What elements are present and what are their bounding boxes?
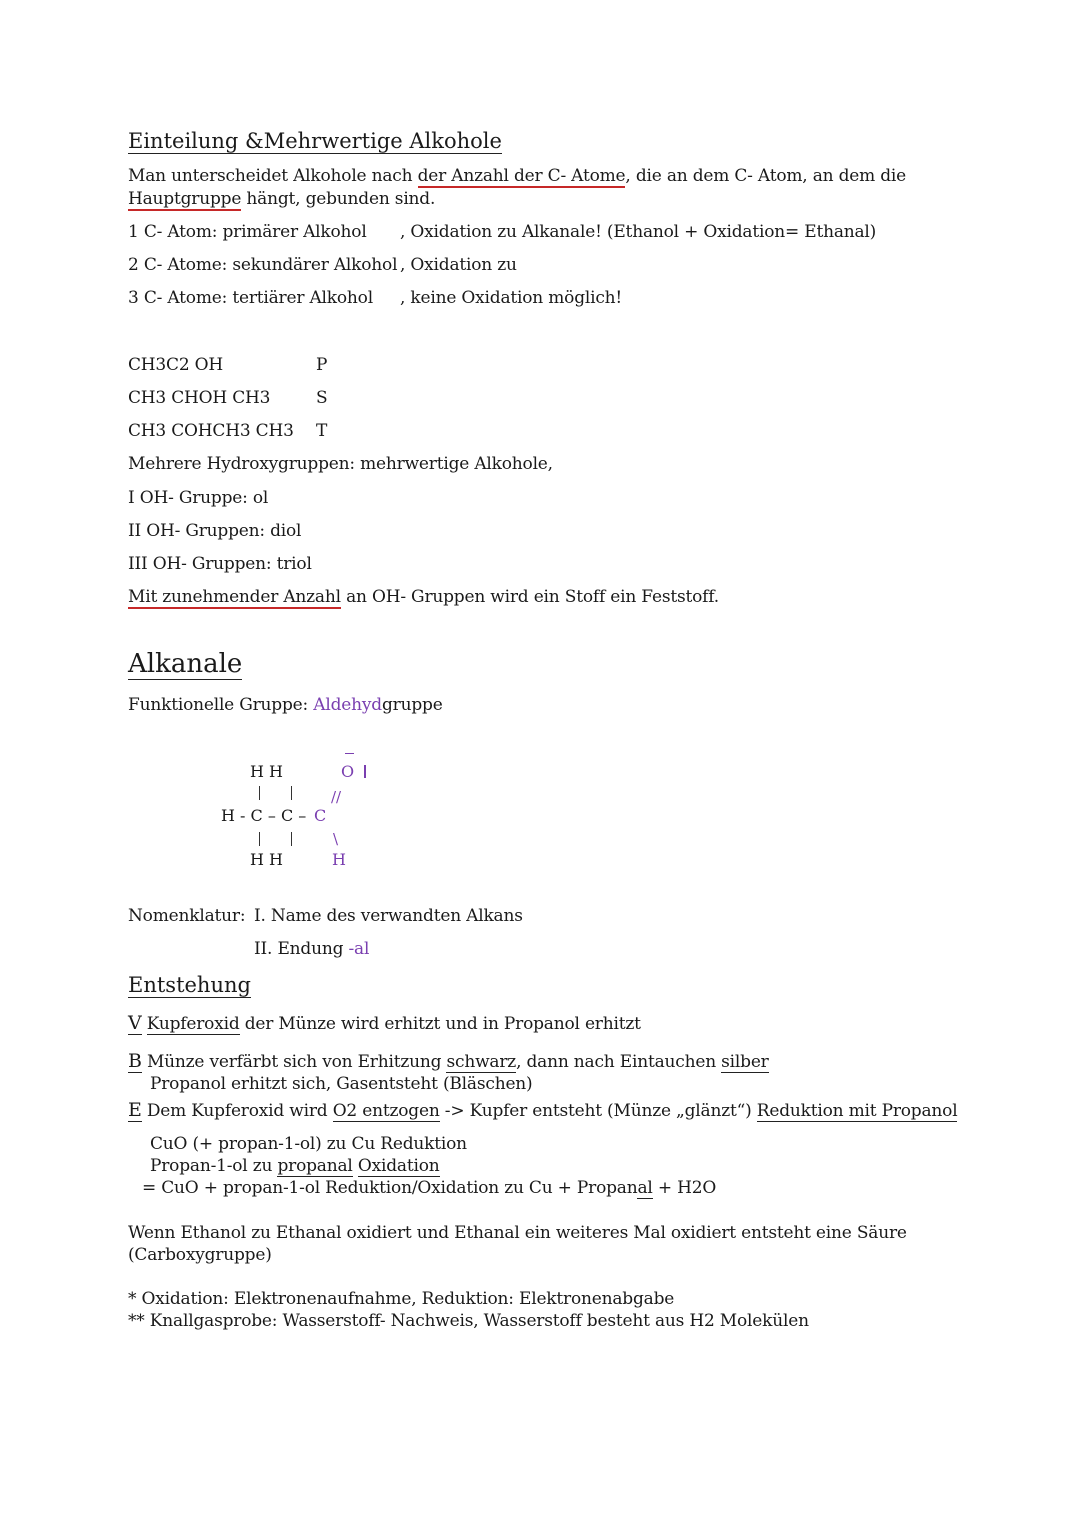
formula-1-tag: P [316, 355, 328, 375]
title-text: Entstehung [128, 973, 251, 997]
class-row-2-left: 2 C- Atome: sekundärer Alkohol [128, 255, 398, 275]
nomenklatur-rule-1: I. Name des verwandten Alkans [254, 906, 523, 926]
erklaerung-text-c: -> Kupfer entsteht (Münze „glänzt“) [439, 1101, 757, 1121]
feststoff-text-a: Mit zunehmender Anzahl [128, 587, 341, 607]
group-line-2: II OH- Gruppen: diol [128, 521, 302, 541]
feststoff-line [128, 586, 719, 608]
mehrere-line: Mehrere Hydroxygruppen: mehrwertige Alkohole, [128, 454, 553, 474]
class-row-3-right: , keine Oxidation möglich! [400, 288, 623, 308]
oxygen-atom: O [341, 762, 355, 781]
lone-pair-top [345, 753, 354, 754]
reaction-3-text-a: = CuO + propan-1-ol Reduktion/Oxidation zu Cu + Propan [142, 1178, 638, 1198]
func-aldehyd: Aldehyd [313, 695, 382, 715]
intro-line-1 [128, 165, 906, 187]
footnote-1: * Oxidation: Elektronenaufnahme, Reduktion: Elektronenabgabe [128, 1289, 675, 1309]
bond-vertical-1 [259, 786, 260, 800]
bond-vertical-3 [259, 832, 260, 846]
intro-line-2 [128, 188, 435, 210]
beobachtung-text-a: Münze verfärbt sich von Erhitzung [141, 1052, 447, 1072]
intro-text-c: , die an dem C- Atom, an dem die [625, 166, 907, 186]
ethanol-line-2: (Carboxygruppe) [128, 1245, 272, 1265]
intro-text-a: Man unterscheidet Alkohole nach [128, 166, 418, 186]
reaction-line-3 [142, 1177, 716, 1199]
erklaerung-letter: E [128, 1099, 142, 1121]
class-row-2-right: , Oxidation zu [400, 255, 517, 275]
reaction-line-1: CuO (+ propan-1-ol) zu Cu Reduktion [150, 1134, 467, 1154]
ethanol-line-1: Wenn Ethanol zu Ethanal oxidiert und Ethanal ein weiteres Mal oxidiert entsteht eine Säure [128, 1223, 907, 1243]
group-line-1: I OH- Gruppe: ol [128, 488, 269, 508]
lone-pair-right [364, 765, 366, 778]
erklaerung-text-a: Dem Kupferoxid wird [141, 1101, 333, 1121]
formula-3: CH3 COHCH3 CH3 [128, 421, 294, 441]
reaction-3-al: al [637, 1178, 653, 1198]
versuch-line [128, 1012, 641, 1035]
func-rest: gruppe [381, 695, 443, 715]
class-row-3-left: 3 C- Atome: tertiärer Alkohol [128, 288, 373, 308]
section-title-entstehung [128, 972, 251, 998]
versuch-text: der Münze wird erhitzt und in Propanol erhitzt [239, 1014, 641, 1034]
section-title-einteilung [128, 128, 502, 154]
schwarz-text: schwarz [446, 1052, 517, 1072]
reaction-3-text-c: + H2O [652, 1178, 717, 1198]
formula-3-tag: T [316, 421, 328, 441]
footnote-2: ** Knallgasprobe: Wasserstoff- Nachweis, Wasserstoff besteht aus H2 Molekülen [128, 1311, 809, 1331]
beobachtung-letter: B [128, 1050, 142, 1072]
title-text: Einteilung &Mehrwertige Alkohole [128, 129, 502, 153]
bond-vertical-2 [291, 786, 292, 800]
double-bond: // [331, 788, 342, 806]
formula-2-tag: S [316, 388, 328, 408]
func-label: Funktionelle Gruppe: [128, 695, 314, 715]
endung-label: II. Endung [254, 939, 349, 959]
erklaerung-line [128, 1099, 957, 1122]
intro-text-hauptgruppe: Hauptgruppe [128, 189, 242, 209]
functional-group-line [128, 694, 443, 716]
propanal-text: propanal [277, 1156, 353, 1176]
oxidation-text: Oxidation [357, 1156, 440, 1176]
class-row-1-right: , Oxidation zu Alkanale! (Ethanol + Oxidation= Ethanal) [400, 222, 877, 242]
formula-2: CH3 CHOH CH3 [128, 388, 271, 408]
reaction-line-2 [150, 1155, 440, 1177]
versuch-letter: V [128, 1012, 142, 1034]
beobachtung-line [128, 1050, 769, 1073]
o2-entzogen-text: O2 entzogen [332, 1101, 440, 1121]
top-hydrogens: H H [250, 762, 283, 781]
reduktion-propanol-text: Reduktion mit Propanol [756, 1101, 958, 1121]
section-title-alkanale [128, 648, 242, 680]
reaction-2-text-a: Propan-1-ol zu [150, 1156, 278, 1176]
nomenklatur-rule-2 [254, 938, 369, 960]
kupferoxid-text: Kupferoxid [146, 1014, 240, 1034]
beobachtung-text-c: , dann nach Eintauchen [516, 1052, 722, 1072]
feststoff-text-b: an OH- Gruppen wird ein Stoff ein Feststoff. [340, 587, 719, 607]
carbon-chain: H - C – C – [221, 806, 307, 825]
single-bond-h: \ [333, 830, 339, 848]
bottom-hydrogens: H H [250, 850, 283, 869]
class-row-1-left: 1 C- Atom: primärer Alkohol [128, 222, 367, 242]
intro-text-b: der Anzahl der C- Atome [417, 166, 626, 186]
endung-al: -al [348, 939, 370, 959]
formula-1: CH3C2 OH [128, 355, 224, 375]
beobachtung-line-2: Propanol erhitzt sich, Gasentsteht (Bläschen) [150, 1074, 533, 1094]
bond-vertical-4 [291, 832, 292, 846]
intro-text-rest: hängt, gebunden sind. [241, 189, 436, 209]
title-text: Alkanale [128, 649, 243, 679]
group-line-3: III OH- Gruppen: triol [128, 554, 312, 574]
silber-text: silber [721, 1052, 769, 1072]
nomenklatur-label: Nomenklatur: [128, 906, 246, 926]
aldehyde-hydrogen: H [332, 850, 346, 869]
aldehyde-carbon: C [314, 806, 327, 825]
